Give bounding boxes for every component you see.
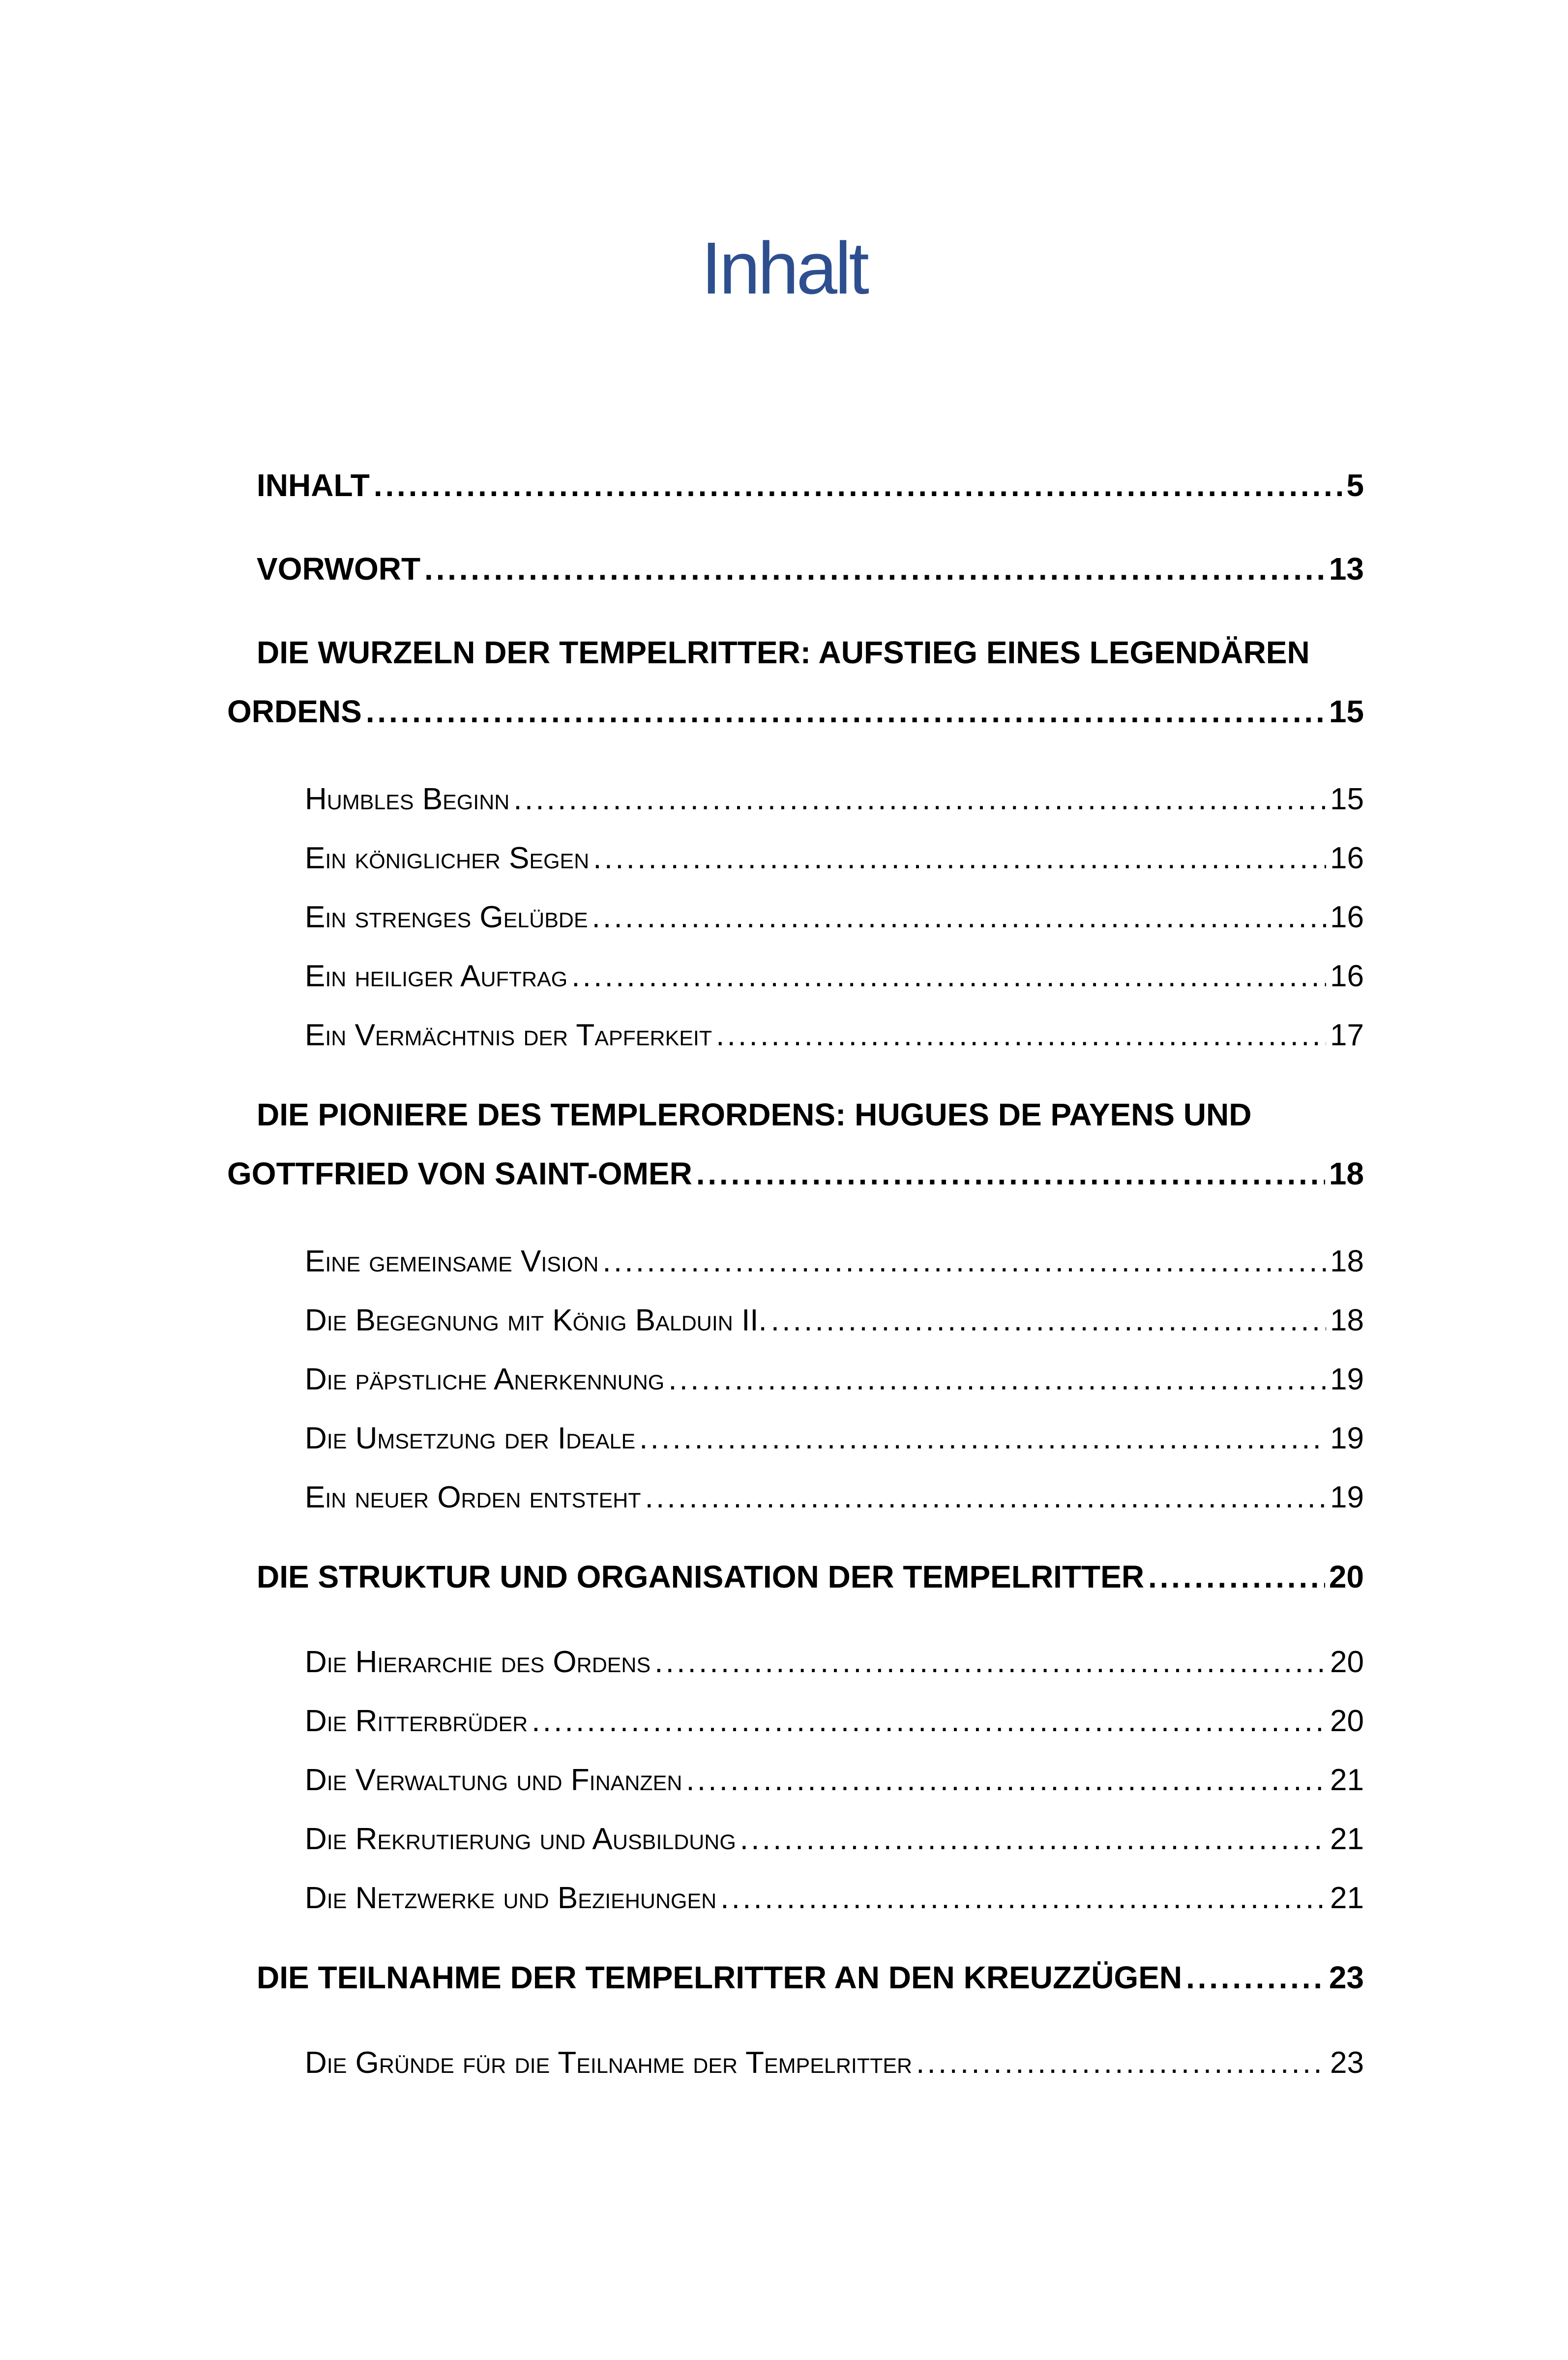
- dot-leader: [593, 841, 1326, 876]
- dot-leader: [696, 1155, 1325, 1192]
- toc-entry-inhalt[interactable]: [257, 467, 1364, 516]
- toc-entry-label: Ein königlicher Segen: [305, 841, 590, 875]
- toc-page-number: 21: [1330, 1763, 1364, 1797]
- toc-subentry[interactable]: [305, 1303, 1364, 1352]
- dot-leader: [654, 1645, 1326, 1680]
- toc-entry-label: Die Ritterbrüder: [305, 1704, 528, 1738]
- toc-entry-struktur[interactable]: [257, 1559, 1364, 1608]
- toc-page-number: 17: [1330, 1018, 1364, 1052]
- toc-subentry[interactable]: [305, 1822, 1364, 1871]
- toc-page-number: 20: [1329, 1559, 1364, 1594]
- toc-page-number: 23: [1330, 2046, 1364, 2080]
- toc-subentry[interactable]: [305, 1421, 1364, 1470]
- toc-entry-wurzeln[interactable]: [227, 693, 1364, 742]
- toc-entry-label: Die Umsetzung der Ideale: [305, 1421, 636, 1455]
- toc-entry-label: Die Hierarchie des Ordens: [305, 1645, 651, 1679]
- toc-page-number: 16: [1330, 900, 1364, 934]
- dot-leader: [374, 467, 1343, 503]
- dot-leader: [668, 1362, 1326, 1397]
- toc-entry-label-line[interactable]: DIE PIONIERE DES TEMPLERORDENS: HUGUES DE PAYENS UND: [257, 1097, 1252, 1132]
- toc-subentry[interactable]: [305, 900, 1364, 949]
- toc-entry-vorwort[interactable]: [257, 551, 1364, 600]
- toc-entry-teilnahme[interactable]: [257, 1959, 1364, 2008]
- toc-entry-label: Ein Vermächtnis der Tapferkeit: [305, 1018, 712, 1052]
- toc-entry-label: Die päpstliche Anerkennung: [305, 1362, 665, 1396]
- dot-leader: [424, 551, 1325, 587]
- toc-subentry[interactable]: [305, 1881, 1364, 1930]
- toc-entry-label: Die Begegnung mit König Balduin II.: [305, 1303, 767, 1337]
- toc-entry-label: Die Rekrutierung und Ausbildung: [305, 1822, 736, 1856]
- dot-leader: [740, 1822, 1326, 1857]
- toc-page-number: 23: [1329, 1960, 1364, 1995]
- toc-entry-label: VORWORT: [257, 551, 421, 587]
- toc-page-number: 15: [1329, 694, 1364, 729]
- dot-leader: [645, 1480, 1326, 1515]
- toc-subentry[interactable]: [305, 782, 1364, 831]
- toc-entry-label: ORDENS: [227, 694, 362, 729]
- toc-subentry[interactable]: [305, 1480, 1364, 1529]
- toc-subentry[interactable]: [305, 2045, 1364, 2094]
- toc-subentry[interactable]: [305, 1704, 1364, 1753]
- toc-subentry[interactable]: [305, 841, 1364, 890]
- toc-entry-label: GOTTFRIED VON SAINT-OMER: [227, 1156, 692, 1191]
- toc-entry-label: Die Verwaltung und Finanzen: [305, 1763, 682, 1797]
- toc-page-number: 20: [1330, 1645, 1364, 1679]
- dot-leader: [513, 782, 1326, 817]
- toc-page-number: 19: [1330, 1421, 1364, 1455]
- toc-page-number: 21: [1330, 1881, 1364, 1915]
- toc-subentry[interactable]: [305, 959, 1364, 1008]
- dot-leader: [1186, 1959, 1325, 1996]
- toc-entry-label: Ein neuer Orden entsteht: [305, 1480, 641, 1514]
- toc-entry-label: DIE TEILNAHME DER TEMPELRITTER AN DEN KREUZZÜGEN: [257, 1960, 1183, 1995]
- toc-subentry[interactable]: [305, 1763, 1364, 1812]
- toc-subentry[interactable]: [305, 1645, 1364, 1694]
- dot-leader: [639, 1421, 1326, 1456]
- toc-entry-label: Die Netzwerke und Beziehungen: [305, 1881, 717, 1915]
- toc-page-number: 5: [1346, 468, 1364, 503]
- toc-entry-label: DIE STRUKTUR UND ORGANISATION DER TEMPELRITTER: [257, 1559, 1145, 1594]
- toc-subentry[interactable]: [305, 1018, 1364, 1067]
- dot-leader: [592, 900, 1326, 935]
- toc-entry-label: Eine gemeinsame Vision: [305, 1244, 599, 1278]
- toc-page-number: 19: [1330, 1362, 1364, 1396]
- toc-page-number: 20: [1330, 1704, 1364, 1738]
- toc-entry-label: Humbles Beginn: [305, 782, 510, 816]
- toc-page-number: 18: [1330, 1303, 1364, 1337]
- toc-entry-label: INHALT: [257, 468, 370, 503]
- toc-page-number: 21: [1330, 1822, 1364, 1856]
- dot-leader: [686, 1763, 1326, 1798]
- page-title: Inhalt: [701, 227, 867, 309]
- toc-entry-label: Die Gründe für die Teilnahme der Tempelritter: [305, 2046, 913, 2080]
- toc-page-number: 16: [1330, 959, 1364, 993]
- toc-page-number: 19: [1330, 1480, 1364, 1514]
- toc-entry-label: Ein strenges Gelübde: [305, 900, 588, 934]
- toc-page-number: 16: [1330, 841, 1364, 875]
- dot-leader: [720, 1881, 1326, 1916]
- toc-page-number: 18: [1329, 1156, 1364, 1191]
- toc-page-number: 13: [1329, 551, 1364, 587]
- toc-page-number: 15: [1330, 782, 1364, 816]
- toc-subentry[interactable]: [305, 1244, 1364, 1293]
- dot-leader: [532, 1704, 1326, 1739]
- toc-subentry[interactable]: [305, 1362, 1364, 1411]
- toc-entry-pioniere[interactable]: [227, 1155, 1364, 1205]
- toc-entry-label-line[interactable]: DIE WURZELN DER TEMPELRITTER: AUFSTIEG EINES LEGENDÄREN: [257, 635, 1310, 670]
- dot-leader: [916, 2045, 1326, 2080]
- dot-leader: [571, 959, 1326, 994]
- toc-page-number: 18: [1330, 1244, 1364, 1278]
- dot-leader: [366, 693, 1325, 730]
- dot-leader: [771, 1303, 1326, 1338]
- dot-leader: [1148, 1559, 1325, 1595]
- dot-leader: [716, 1018, 1326, 1053]
- dot-leader: [602, 1244, 1326, 1279]
- toc-entry-label: Ein heiliger Auftrag: [305, 959, 568, 993]
